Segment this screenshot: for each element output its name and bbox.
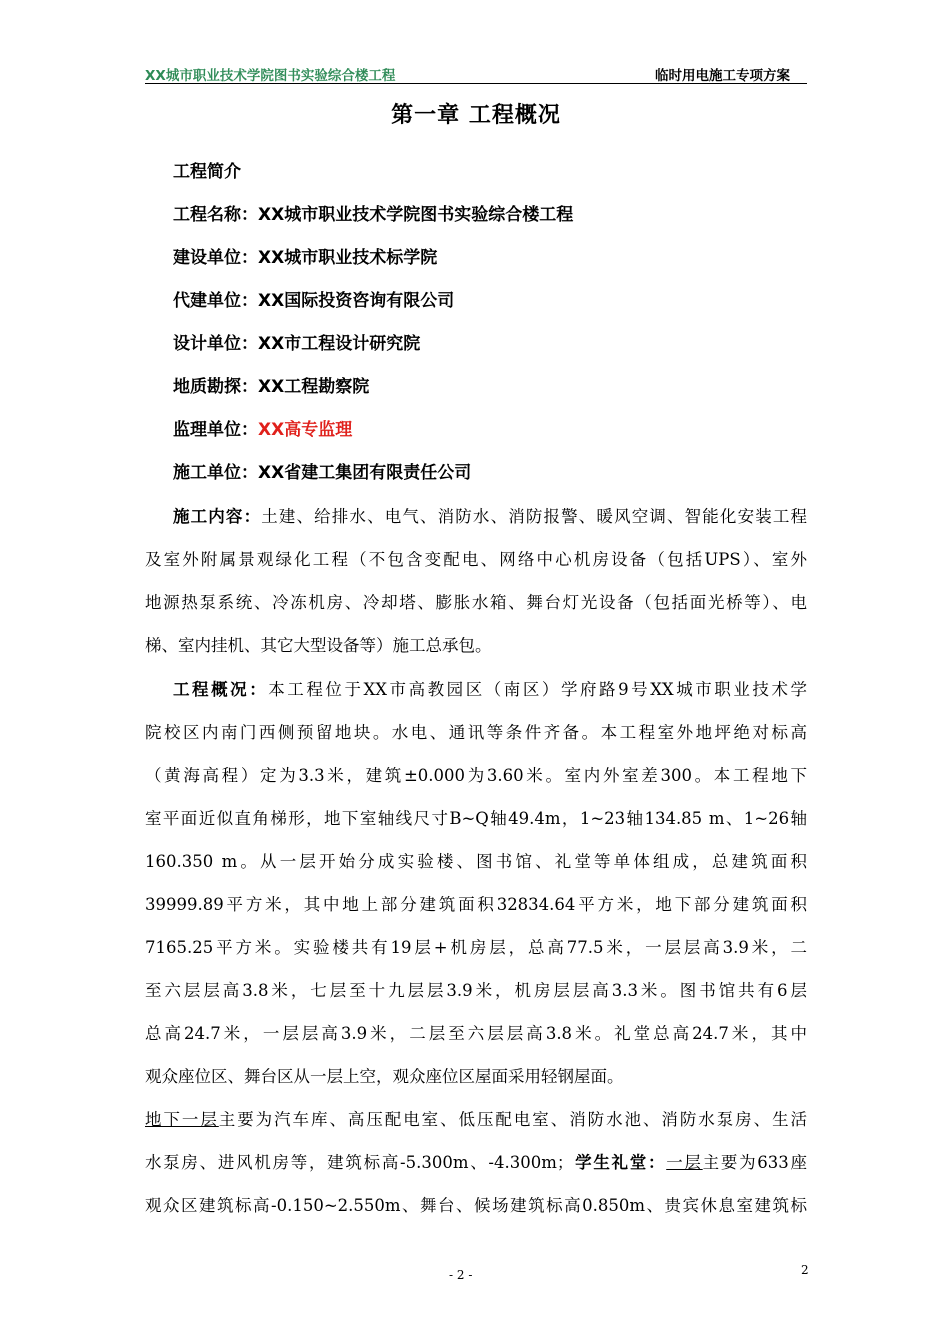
info-label: 工程名称：: [173, 205, 258, 225]
overview-paragraph-line: 室平面近似直角梯形，地下室轴线尺寸B~Q轴49.4m，1~23轴134.85 m、1~26轴: [145, 809, 807, 828]
content-paragraph-line: 及室外附属景观绿化工程（不包含变配电、网络中心机房设备（包括UPS）、室外: [145, 550, 807, 569]
content-paragraph-line: 施工内容：土建、给排水、电气、消防水、消防报警、暖风空调、智能化安装工程: [173, 507, 807, 526]
overview-paragraph-line: 总高24.7米，一层层高3.9米，二层至六层层高3.8米。礼堂总高24.7米，其中: [145, 1024, 807, 1043]
info-agent: [173, 290, 454, 312]
overview-paragraph-line: 观众座位区、舞台区从一层上空，观众座位区屋面采用轻钢屋面。: [145, 1067, 624, 1086]
header-project-name: XX城市职业技术学院图书实验综合楼工程: [145, 68, 396, 84]
overview-paragraph-line: 7165.25平方米。实验楼共有19层+机房层，总高77.5米，一层层高3.9米，二: [145, 938, 807, 957]
header-document-type: 临时用电施工专项方案: [655, 68, 790, 84]
info-value-highlighted: XX高专监理: [258, 420, 353, 440]
basement-paragraph-line: 观众区建筑标高-0.150~2.550m、舞台、候场建筑标高0.850m、贵宾休息室建筑标: [145, 1196, 807, 1215]
info-value: XX市工程设计研究院: [258, 334, 421, 354]
info-value: XX工程勘察院: [258, 377, 370, 397]
section-label: 工程简介: [173, 162, 241, 182]
chapter-title: 第一章 工程概况: [391, 103, 561, 128]
basement-paragraph-line: 地下一层主要为汽车库、高压配电室、低压配电室、消防水池、消防水泵房、生活: [145, 1110, 807, 1129]
info-label: 监理单位：: [173, 420, 258, 440]
underlined-term: 地下一层: [145, 1110, 219, 1129]
basement-paragraph-line: 水泵房、进风机房等，建筑标高-5.300m、-4.300m；学生礼堂：一层主要为633座: [145, 1153, 807, 1172]
underlined-term: 一层: [666, 1153, 703, 1172]
info-value: XX省建工集团有限责任公司: [258, 463, 472, 483]
info-value: XX城市职业技术学院图书实验综合楼工程: [258, 205, 574, 225]
info-designer: [173, 333, 420, 355]
header-divider: [145, 83, 807, 84]
bold-term: 学生礼堂: [573, 1153, 648, 1172]
info-survey: [173, 376, 369, 398]
info-owner: [173, 247, 437, 269]
content-paragraph-line: 梯、室内挂机、其它大型设备等）施工总承包。: [145, 636, 492, 655]
info-label: 代建单位：: [173, 291, 258, 311]
overview-paragraph-line: （黄海高程）定为3.3米，建筑±0.000为3.60米。室内外室差300。本工程地下: [145, 766, 807, 785]
info-label: 设计单位：: [173, 334, 258, 354]
info-supervisor: [173, 419, 352, 441]
info-value: XX国际投资咨询有限公司: [258, 291, 455, 311]
info-label: 施工单位：: [173, 463, 258, 483]
info-project-name: [173, 204, 573, 226]
info-value: XX城市职业技术标学院: [258, 248, 438, 268]
content-paragraph-line: 地源热泵系统、冷冻机房、冷却塔、膨胀水箱、舞台灯光设备（包括面光桥等）、电: [145, 593, 807, 612]
info-label: 建设单位：: [173, 248, 258, 268]
page-number: 2: [801, 1263, 809, 1277]
page-footer: - 2 -: [449, 1268, 473, 1282]
content-label: 施工内容：: [173, 507, 262, 526]
overview-paragraph-line: 工程概况：本工程位于XX市高教园区（南区）学府路9号XX城市职业技术学: [173, 680, 807, 699]
overview-paragraph-line: 160.350 m。从一层开始分成实验楼、图书馆、礼堂等单体组成，总建筑面积: [145, 852, 807, 871]
overview-label: 工程概况：: [173, 680, 269, 699]
info-label: 地质勘探：: [173, 377, 258, 397]
overview-paragraph-line: 院校区内南门西侧预留地块。水电、通讯等条件齐备。本工程室外地坪绝对标高: [145, 723, 807, 742]
info-contractor: [173, 462, 471, 484]
overview-paragraph-line: 39999.89平方米，其中地上部分建筑面积32834.64平方米，地下部分建筑面积: [145, 895, 807, 914]
overview-paragraph-line: 至六层层高3.8米，七层至十九层层3.9米，机房层层高3.3米。图书馆共有6层: [145, 981, 807, 1000]
